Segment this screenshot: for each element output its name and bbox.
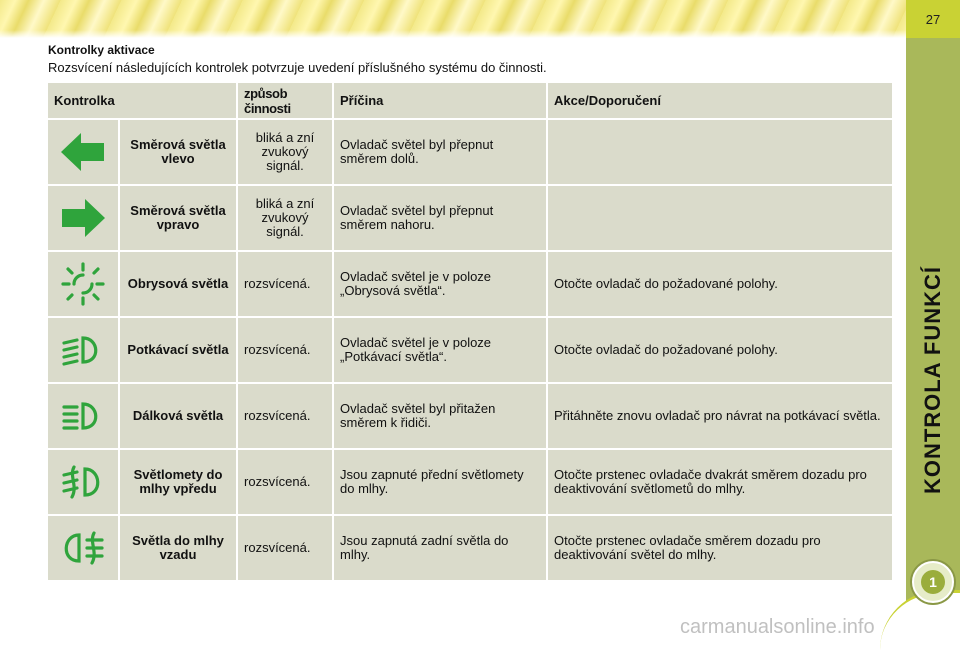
- table-row: [47, 449, 893, 515]
- indicator-name: Obrysová světla: [119, 251, 237, 317]
- chapter-badge-number: 1: [921, 570, 945, 594]
- table-row: [47, 251, 893, 317]
- decorative-header-band: [0, 0, 906, 38]
- indicator-mode: bliká a zní zvukový signál.: [237, 119, 333, 185]
- indicator-action: Přitáhněte znovu ovladač pro návrat na potkávací světla.: [547, 383, 893, 449]
- table-row: [47, 317, 893, 383]
- indicator-action: Otočte ovladač do požadované polohy.: [547, 317, 893, 383]
- watermark: carmanualsonline.info: [680, 616, 875, 638]
- rear-fog-icon: [61, 530, 105, 566]
- indicator-cause: Ovladač světel je v poloze „Potkávací světla“.: [333, 317, 547, 383]
- indicator-mode: bliká a zní zvukový signál.: [237, 185, 333, 251]
- table-row: [47, 119, 893, 185]
- indicator-action: [547, 119, 893, 185]
- arrow-left-icon: [59, 130, 107, 174]
- header-indicator: Kontrolka: [47, 82, 237, 119]
- indicator-cause: Ovladač světel byl přepnut směrem dolů.: [333, 119, 547, 185]
- header-mode: způsob činnosti: [237, 82, 333, 119]
- section-title: [916, 200, 950, 560]
- corner-decoration: [880, 590, 960, 653]
- main-beam-icon: [61, 399, 105, 433]
- side-lights-icon: [60, 261, 106, 307]
- table-row: [47, 185, 893, 251]
- indicator-action: Otočte prstenec ovladače dvakrát směrem dozadu pro deaktivování světlometů do mlhy.: [547, 449, 893, 515]
- indicator-name: Světlomety do mlhy vpředu: [119, 449, 237, 515]
- page-number: 27: [906, 0, 960, 38]
- intro-text: Rozsvícení následujících kontrolek potvrzuje uvedení příslušného systému do činnosti.: [48, 60, 547, 75]
- indicator-action: Otočte prstenec ovladače směrem dozadu pro deaktivování světel do mlhy.: [547, 515, 893, 581]
- indicator-cause: Ovladač světel byl přitažen směrem k řidiči.: [333, 383, 547, 449]
- indicator-cause: Ovladač světel je v poloze „Obrysová světla“.: [333, 251, 547, 317]
- dipped-beam-icon: [61, 333, 105, 367]
- table-row: [47, 515, 893, 581]
- indicator-name: Dálková světla: [119, 383, 237, 449]
- indicator-mode: rozsvícená.: [237, 515, 333, 581]
- arrow-right-icon: [59, 196, 107, 240]
- indicator-cause: Jsou zapnuté přední světlomety do mlhy.: [333, 449, 547, 515]
- indicator-cause: Jsou zapnutá zadní světla do mlhy.: [333, 515, 547, 581]
- header-action: Akce/Doporučení: [547, 82, 893, 119]
- section-heading: Kontrolky aktivace: [48, 43, 155, 57]
- indicator-mode: rozsvícená.: [237, 383, 333, 449]
- indicator-mode: rozsvícená.: [237, 251, 333, 317]
- table-header-row: [47, 82, 893, 119]
- indicator-cause: Ovladač světel byl přepnut směrem nahoru.: [333, 185, 547, 251]
- indicator-name: Potkávací světla: [119, 317, 237, 383]
- indicator-table: [46, 81, 894, 582]
- indicator-name: Směrová světla vpravo: [119, 185, 237, 251]
- indicator-action: Otočte ovladač do požadované polohy.: [547, 251, 893, 317]
- indicator-name: Směrová světla vlevo: [119, 119, 237, 185]
- table-row: [47, 383, 893, 449]
- indicator-action: [547, 185, 893, 251]
- front-fog-icon: [61, 464, 105, 500]
- section-title-text: KONTROLA FUNKCÍ: [920, 265, 945, 495]
- indicator-name: Světla do mlhy vzadu: [119, 515, 237, 581]
- indicator-mode: rozsvícená.: [237, 449, 333, 515]
- header-cause: Příčina: [333, 82, 547, 119]
- chapter-badge: [912, 561, 954, 603]
- indicator-mode: rozsvícená.: [237, 317, 333, 383]
